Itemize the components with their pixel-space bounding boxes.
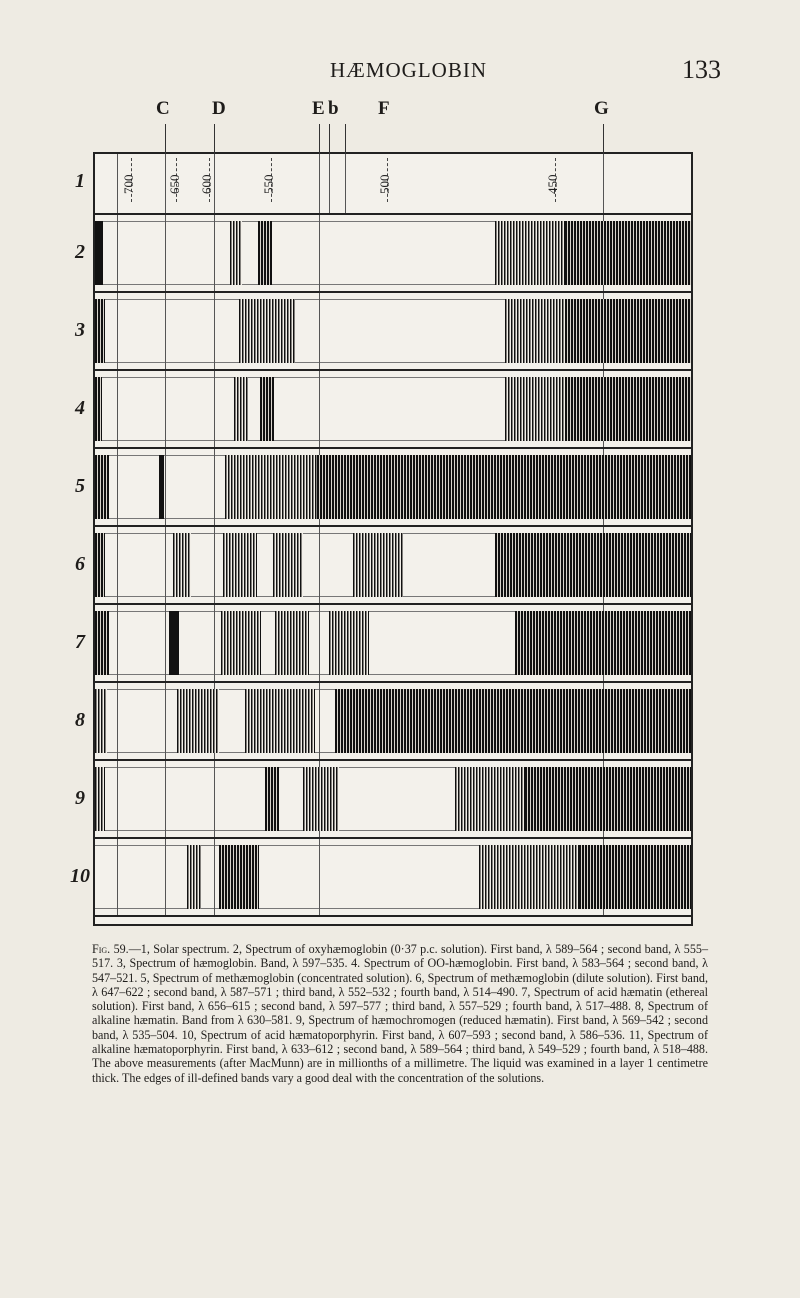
spectrum-row-10 [70,839,691,917]
scale-500: 500 [377,174,392,194]
scale-650: 650 [167,174,182,194]
spectrum-row-8 [75,683,691,761]
row-number: 5 [75,475,85,497]
page-header [0,55,800,92]
line-label-b: b [328,98,339,119]
fraunhofer-line-labels [0,98,800,122]
line-label-f: F [378,98,390,119]
spectra-plate [70,152,693,926]
scale-550: 550 [261,174,276,194]
scale-700: 700 [121,174,136,194]
spectrum-row-1 [75,154,691,215]
row-number: 4 [75,397,85,419]
line-label-e: E [312,98,325,119]
row-number: 3 [75,319,85,341]
spectrum-row-4 [75,371,691,449]
row-number: 8 [75,709,85,731]
page-number: 133 [682,55,721,84]
scale-450: 450 [545,174,560,194]
spectrum-row-7 [75,605,691,683]
spectrum-row-2 [75,215,691,293]
running-title: HÆMOGLOBIN [330,58,487,82]
line-label-g: G [594,98,609,119]
row-number: 6 [75,553,85,575]
line-label-d: D [212,98,226,119]
spectrum-row-9 [75,761,691,839]
row-number: 2 [75,241,85,263]
row-number: 1 [75,170,85,192]
spectrum-row-6 [75,527,691,605]
spectrum-row-5 [75,449,691,527]
row-number: 7 [75,631,85,653]
line-label-c: C [156,98,170,119]
spectrum-row-3 [75,293,691,371]
caption-text: —1, Solar spectrum. 2, Spectrum of oxyhæmoglobin (0·37 p.c. solution). First band, λ 589–564 ; second band, λ 555–517. 3, Spectrum of hæmoglobin. Band, λ 597–535. 4. Spectrum of OO-hæmoglobin. First band, λ 583–564 ; second band, λ 547–521. 5, Spectrum of methæmoglobin (concentrated solution). 6, Spectrum of methæmoglobin (dilute solution). First band, λ 647–622 ; second band, λ 587–571 ; third band, λ 552–532 ; fourth band, λ 514–490. 7, Spectrum of acid hæmatin (ethereal solution). First band, λ 656–615 ; second band, λ 597–577 ; third band, λ 557–529 ; fourth band, λ 517–488. 8, Spectrum of alkaline hæmatin. Band from λ 630–581. 9, Spectrum of hæmochromogen (reduced hæmatin). First band, λ 569–542 ; second band, λ 535–504. 10, Spectrum of acid hæmatoporphyrin. First band, λ 607–593 ; second band, λ 586–536. 11, Spectrum of alkaline hæmatoporphyrin. First band, λ 633–612 ; second band, λ 589–564 ; third band, λ 549–529 ; fourth band, λ 518–488. The above measurements (after MacMunn) are in millionths of a millimetre. The liquid was examined in a layer 1 centimetre thick. The edges of ill-defined bands vary a good deal with the concentration of the solutions. [92,942,708,1085]
figure-label: Fig. 59. [92,942,129,956]
row-number: 9 [75,787,85,809]
row-number: 10 [70,865,90,887]
figure-caption [92,942,708,1085]
scale-600: 600 [199,174,214,194]
